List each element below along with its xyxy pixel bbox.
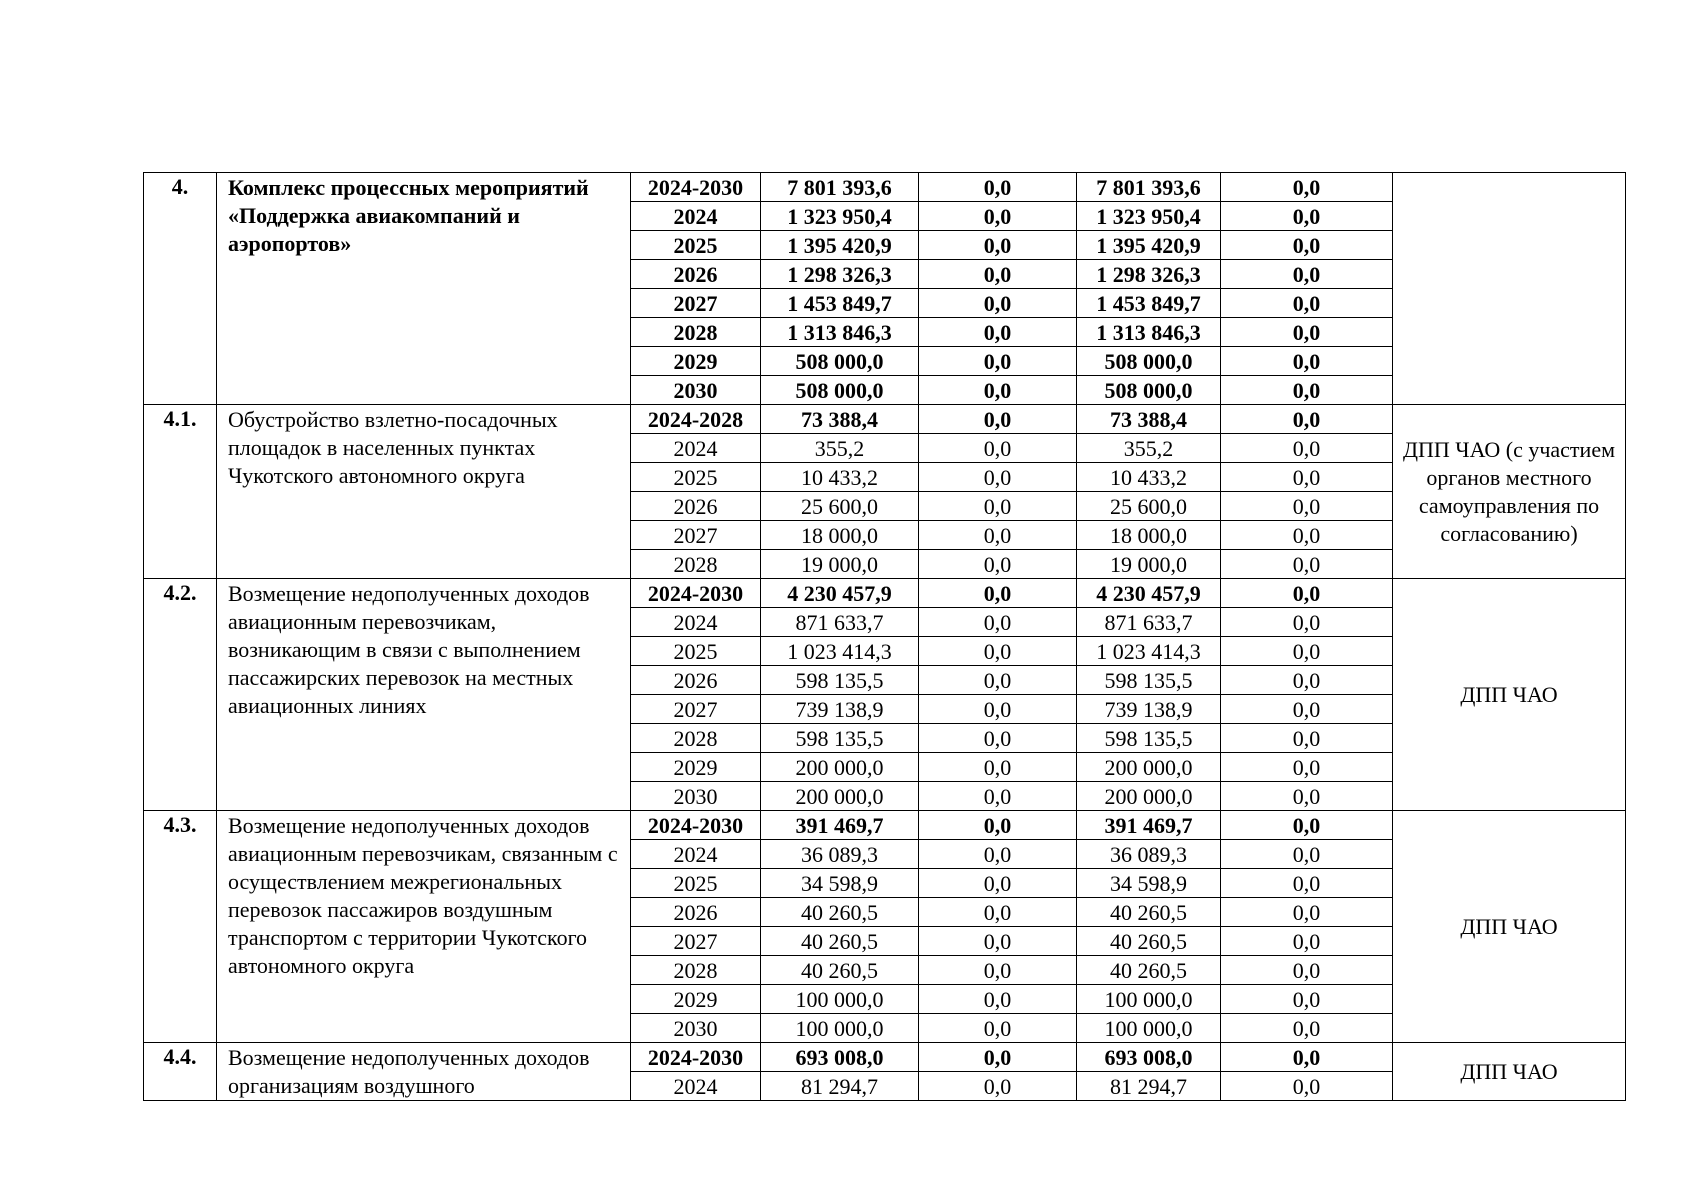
period-cell: 2025 [631,463,761,492]
value-cell-1: 0,0 [919,724,1077,753]
total-cell: 1 453 849,7 [761,289,919,318]
total-cell: 40 260,5 [761,898,919,927]
period-cell: 2024 [631,1072,761,1101]
value-cell-1: 0,0 [919,840,1077,869]
period-cell: 2024-2028 [631,405,761,434]
table-row [144,405,1626,434]
executor-cell [1393,173,1626,405]
total-cell: 739 138,9 [761,695,919,724]
section-number: 4.4. [144,1043,217,1101]
total-cell: 598 135,5 [761,666,919,695]
period-cell: 2026 [631,898,761,927]
value-cell-2: 1 313 846,3 [1077,318,1221,347]
value-cell-1: 0,0 [919,608,1077,637]
value-cell-1: 0,0 [919,376,1077,405]
value-cell-1: 0,0 [919,289,1077,318]
table-row [144,579,1626,608]
period-cell: 2024 [631,434,761,463]
value-cell-1: 0,0 [919,550,1077,579]
value-cell-3: 0,0 [1221,434,1393,463]
total-cell: 18 000,0 [761,521,919,550]
value-cell-2: 19 000,0 [1077,550,1221,579]
value-cell-3: 0,0 [1221,173,1393,202]
value-cell-2: 1 023 414,3 [1077,637,1221,666]
period-cell: 2029 [631,985,761,1014]
value-cell-3: 0,0 [1221,811,1393,840]
value-cell-3: 0,0 [1221,376,1393,405]
value-cell-2: 100 000,0 [1077,1014,1221,1043]
section-name: Обустройство взлетно-посадочных площадок в населенных пунктах Чукотского автономного округа [217,405,631,579]
value-cell-3: 0,0 [1221,666,1393,695]
value-cell-2: 693 008,0 [1077,1043,1221,1072]
total-cell: 34 598,9 [761,869,919,898]
total-cell: 1 395 420,9 [761,231,919,260]
executor-cell: ДПП ЧАО [1393,579,1626,811]
value-cell-3: 0,0 [1221,782,1393,811]
value-cell-3: 0,0 [1221,695,1393,724]
total-cell: 100 000,0 [761,985,919,1014]
total-cell: 200 000,0 [761,753,919,782]
value-cell-1: 0,0 [919,695,1077,724]
value-cell-1: 0,0 [919,231,1077,260]
value-cell-2: 25 600,0 [1077,492,1221,521]
total-cell: 100 000,0 [761,1014,919,1043]
period-cell: 2028 [631,318,761,347]
value-cell-2: 40 260,5 [1077,956,1221,985]
period-cell: 2027 [631,289,761,318]
period-cell: 2029 [631,753,761,782]
total-cell: 391 469,7 [761,811,919,840]
value-cell-1: 0,0 [919,347,1077,376]
value-cell-1: 0,0 [919,637,1077,666]
value-cell-3: 0,0 [1221,550,1393,579]
value-cell-3: 0,0 [1221,405,1393,434]
value-cell-2: 355,2 [1077,434,1221,463]
value-cell-1: 0,0 [919,811,1077,840]
value-cell-2: 739 138,9 [1077,695,1221,724]
table-row [144,811,1626,840]
value-cell-2: 100 000,0 [1077,985,1221,1014]
value-cell-3: 0,0 [1221,260,1393,289]
period-cell: 2025 [631,637,761,666]
total-cell: 73 388,4 [761,405,919,434]
total-cell: 40 260,5 [761,956,919,985]
total-cell: 871 633,7 [761,608,919,637]
value-cell-1: 0,0 [919,521,1077,550]
value-cell-2: 4 230 457,9 [1077,579,1221,608]
period-cell: 2025 [631,231,761,260]
value-cell-2: 598 135,5 [1077,724,1221,753]
section-name: Возмещение недополученных доходов авиационным перевозчикам, связанным с осуществлением межрегиональных перевозок пассажиров воздушным транспортом с территории Чукотского автономного округа [217,811,631,1043]
period-cell: 2027 [631,695,761,724]
section-name: Комплекс процессных мероприятий «Поддержка авиакомпаний и аэропортов» [217,173,631,405]
value-cell-2: 1 323 950,4 [1077,202,1221,231]
value-cell-1: 0,0 [919,260,1077,289]
period-cell: 2030 [631,782,761,811]
total-cell: 7 801 393,6 [761,173,919,202]
period-cell: 2026 [631,260,761,289]
value-cell-3: 0,0 [1221,1043,1393,1072]
value-cell-2: 508 000,0 [1077,376,1221,405]
value-cell-1: 0,0 [919,927,1077,956]
value-cell-2: 34 598,9 [1077,869,1221,898]
total-cell: 36 089,3 [761,840,919,869]
period-cell: 2024 [631,202,761,231]
value-cell-1: 0,0 [919,666,1077,695]
value-cell-1: 0,0 [919,985,1077,1014]
value-cell-1: 0,0 [919,579,1077,608]
executor-cell: ДПП ЧАО [1393,811,1626,1043]
table-row [144,173,1626,202]
value-cell-3: 0,0 [1221,289,1393,318]
value-cell-3: 0,0 [1221,753,1393,782]
value-cell-3: 0,0 [1221,492,1393,521]
period-cell: 2030 [631,1014,761,1043]
value-cell-1: 0,0 [919,434,1077,463]
total-cell: 4 230 457,9 [761,579,919,608]
value-cell-1: 0,0 [919,492,1077,521]
total-cell: 1 323 950,4 [761,202,919,231]
period-cell: 2028 [631,956,761,985]
budget-table-body [144,173,1626,1101]
value-cell-1: 0,0 [919,318,1077,347]
total-cell: 200 000,0 [761,782,919,811]
value-cell-2: 1 298 326,3 [1077,260,1221,289]
value-cell-3: 0,0 [1221,637,1393,666]
period-cell: 2025 [631,869,761,898]
period-cell: 2024-2030 [631,579,761,608]
value-cell-2: 7 801 393,6 [1077,173,1221,202]
section-name: Возмещение недополученных доходов организациям воздушного [217,1043,631,1101]
total-cell: 693 008,0 [761,1043,919,1072]
value-cell-3: 0,0 [1221,521,1393,550]
period-cell: 2026 [631,666,761,695]
value-cell-1: 0,0 [919,869,1077,898]
value-cell-3: 0,0 [1221,927,1393,956]
value-cell-1: 0,0 [919,782,1077,811]
period-cell: 2029 [631,347,761,376]
total-cell: 1 298 326,3 [761,260,919,289]
value-cell-1: 0,0 [919,1043,1077,1072]
section-number: 4.2. [144,579,217,811]
value-cell-2: 598 135,5 [1077,666,1221,695]
executor-cell: ДПП ЧАО (с участием органов местного самоуправления по согласованию) [1393,405,1626,579]
period-cell: 2024-2030 [631,173,761,202]
value-cell-3: 0,0 [1221,724,1393,753]
value-cell-2: 40 260,5 [1077,927,1221,956]
total-cell: 598 135,5 [761,724,919,753]
period-cell: 2024 [631,608,761,637]
value-cell-3: 0,0 [1221,608,1393,637]
section-number: 4. [144,173,217,405]
value-cell-1: 0,0 [919,202,1077,231]
budget-table [143,172,1626,1101]
value-cell-3: 0,0 [1221,318,1393,347]
executor-cell: ДПП ЧАО [1393,1043,1626,1101]
value-cell-1: 0,0 [919,753,1077,782]
period-cell: 2027 [631,927,761,956]
value-cell-1: 0,0 [919,405,1077,434]
value-cell-3: 0,0 [1221,231,1393,260]
value-cell-2: 81 294,7 [1077,1072,1221,1101]
value-cell-3: 0,0 [1221,985,1393,1014]
value-cell-2: 1 453 849,7 [1077,289,1221,318]
total-cell: 10 433,2 [761,463,919,492]
value-cell-3: 0,0 [1221,956,1393,985]
value-cell-1: 0,0 [919,898,1077,927]
section-number: 4.1. [144,405,217,579]
value-cell-2: 508 000,0 [1077,347,1221,376]
value-cell-2: 391 469,7 [1077,811,1221,840]
value-cell-3: 0,0 [1221,898,1393,927]
value-cell-1: 0,0 [919,1072,1077,1101]
value-cell-3: 0,0 [1221,463,1393,492]
section-number: 4.3. [144,811,217,1043]
value-cell-2: 10 433,2 [1077,463,1221,492]
value-cell-3: 0,0 [1221,202,1393,231]
value-cell-1: 0,0 [919,956,1077,985]
period-cell: 2024-2030 [631,811,761,840]
value-cell-2: 200 000,0 [1077,753,1221,782]
total-cell: 19 000,0 [761,550,919,579]
value-cell-2: 1 395 420,9 [1077,231,1221,260]
period-cell: 2028 [631,724,761,753]
table-row [144,1043,1626,1072]
value-cell-3: 0,0 [1221,869,1393,898]
period-cell: 2024 [631,840,761,869]
value-cell-2: 73 388,4 [1077,405,1221,434]
section-name: Возмещение недополученных доходов авиационным перевозчикам, возникающим в связи с выполнением пассажирских перевозок на местных авиационных линиях [217,579,631,811]
value-cell-3: 0,0 [1221,579,1393,608]
period-cell: 2028 [631,550,761,579]
total-cell: 25 600,0 [761,492,919,521]
period-cell: 2030 [631,376,761,405]
value-cell-2: 200 000,0 [1077,782,1221,811]
value-cell-1: 0,0 [919,463,1077,492]
value-cell-2: 40 260,5 [1077,898,1221,927]
period-cell: 2027 [631,521,761,550]
total-cell: 508 000,0 [761,347,919,376]
value-cell-3: 0,0 [1221,347,1393,376]
value-cell-1: 0,0 [919,173,1077,202]
value-cell-3: 0,0 [1221,1072,1393,1101]
total-cell: 508 000,0 [761,376,919,405]
period-cell: 2024-2030 [631,1043,761,1072]
total-cell: 355,2 [761,434,919,463]
total-cell: 1 023 414,3 [761,637,919,666]
value-cell-2: 36 089,3 [1077,840,1221,869]
period-cell: 2026 [631,492,761,521]
value-cell-2: 18 000,0 [1077,521,1221,550]
value-cell-2: 871 633,7 [1077,608,1221,637]
total-cell: 40 260,5 [761,927,919,956]
total-cell: 81 294,7 [761,1072,919,1101]
value-cell-3: 0,0 [1221,1014,1393,1043]
value-cell-3: 0,0 [1221,840,1393,869]
value-cell-1: 0,0 [919,1014,1077,1043]
total-cell: 1 313 846,3 [761,318,919,347]
